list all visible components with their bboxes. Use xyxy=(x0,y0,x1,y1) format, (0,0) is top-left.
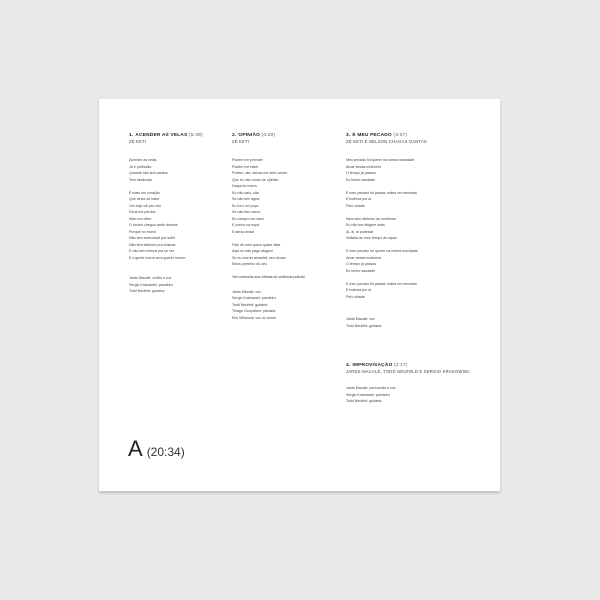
lyric-line: E deixa andar xyxy=(232,229,255,234)
track-name: IMPROVISAÇÃO xyxy=(352,363,393,368)
lyric-line: Se não tem água xyxy=(232,197,260,201)
lyric-line: Deus me perdoe xyxy=(129,210,156,214)
track-number: 3. xyxy=(346,133,351,138)
track-3 xyxy=(346,133,476,329)
track-duration: (4:20) xyxy=(261,133,276,138)
lyric-line: E boêmia por aí xyxy=(346,288,372,292)
lyric-line: O tempo já passou xyxy=(346,171,377,175)
lyric-stanza xyxy=(232,242,340,268)
lyric-line: Mas vou dizer xyxy=(129,216,152,221)
credit-line: Todd Neufeld: guitarra xyxy=(346,323,382,328)
lyric-line: Fale de mim quem quiser falar xyxy=(232,242,281,247)
lyric-line: O tempo já passou xyxy=(346,262,377,266)
track-duration: (4:07) xyxy=(393,133,408,138)
credit-line: Sergio Krakowski: pandeiro xyxy=(346,392,390,397)
credit-line: Sergio Krakowski: pandeiro xyxy=(232,296,276,300)
lyric-line: Se não tem carne xyxy=(232,210,261,214)
lyric-line: Podem me bater xyxy=(232,164,259,169)
credit-line: Thiago Gonçalves: pianista xyxy=(232,309,276,313)
lyric-line: Eu não saio, não xyxy=(232,190,259,195)
credit-line: Jards Macalé: percussão e voz xyxy=(346,386,396,390)
track-number: 1. xyxy=(129,133,134,138)
track-duration: (2:17) xyxy=(393,363,408,368)
side-label xyxy=(128,437,185,464)
lyric-line: Eu não me dirigem mais xyxy=(346,223,385,227)
lyric-line: Amar tantas mulheres xyxy=(346,255,382,260)
credit-line: Todd Neufeld: guitarra xyxy=(232,302,268,307)
lyric-line: Daqui do morro xyxy=(232,184,257,188)
credit-line: Sergio Krakowski: pandeiro xyxy=(129,282,173,287)
lyric-stanza xyxy=(232,157,340,235)
lyric-line: Acender as velas xyxy=(129,158,157,162)
track-2 xyxy=(232,133,340,321)
lyric-stanza xyxy=(346,281,476,301)
lyric-stanza xyxy=(129,190,237,262)
credit-line: Eric Milnsons: voz no fundo xyxy=(232,315,276,320)
track-note: *em memória aos vítimas do violência policial xyxy=(232,275,305,279)
credit-line: Todd Neufeld: guitarra xyxy=(129,289,165,293)
lyric-line: E não tem beleza pra se ver xyxy=(129,249,174,253)
lyric-line: Meu pecado foi querer na minha mocidade xyxy=(346,158,415,162)
lyric-line: Nem sem dinheiro as mulheres xyxy=(346,216,396,221)
track-lyrics xyxy=(129,157,237,261)
track-composer: JARDS MACALÉ, TODD NEUFELD E SERGIO KRAKOWSKI xyxy=(346,369,470,374)
lyric-stanza xyxy=(346,248,476,274)
track-credits xyxy=(232,289,340,322)
lyric-line: Aqui eu não pago aluguel xyxy=(232,249,273,253)
lyric-line: E meu pecado foi passar noites em serestas xyxy=(346,190,417,195)
track-column-3 xyxy=(346,133,476,405)
track-credits xyxy=(129,275,237,295)
track-lyrics xyxy=(232,157,340,268)
track-4 xyxy=(346,363,476,405)
track-1 xyxy=(129,133,237,295)
lyric-line: E a gente morre sem querer morrer xyxy=(129,255,186,260)
lyric-stanza xyxy=(346,216,476,242)
lyric-line: Se eu morrer amanhã, seu doutor xyxy=(232,255,286,260)
track-lyrics xyxy=(346,157,476,300)
lyric-line: Que eu não mudo de opinião xyxy=(232,177,279,182)
track-credits xyxy=(346,385,476,405)
track-column-2 xyxy=(232,133,340,321)
track-composer: ZÉ KETI E NELSON CHAGAS DANTAS xyxy=(346,139,427,144)
lyric-line: Voltaria ao meu tempo de rapaz xyxy=(346,236,397,240)
lyric-line: Pelo cidade xyxy=(346,203,365,208)
lyric-line: Podem, até, deixar-me sem comer xyxy=(232,171,288,175)
credit-line: Jards Macalé: voz xyxy=(346,317,375,321)
lyric-line: Podem me prender xyxy=(232,158,263,162)
lyric-stanza xyxy=(346,157,476,183)
lyric-line: Pelo cidade xyxy=(346,294,365,299)
credit-line: Todd Neufeld: guitarra xyxy=(346,399,382,403)
album-sleeve-page xyxy=(99,99,500,491)
lyric-line: Estou pertinho do céu xyxy=(232,262,267,266)
lyric-line: Que deixa de bater xyxy=(129,197,160,201)
track-column-1 xyxy=(129,133,237,295)
lyric-line: Porque no morro xyxy=(129,229,156,234)
lyric-line: Amar tantas mulheres xyxy=(346,164,382,169)
lyric-line: Eu tenho saudade xyxy=(346,268,376,273)
lyric-line: Quando não tem samba xyxy=(129,171,168,175)
lyric-stanza xyxy=(129,157,237,183)
track-name: É MEU PECADO xyxy=(352,133,392,138)
lyric-line: E ponho na sopa xyxy=(232,223,260,227)
track-composer: ZÉ KETI xyxy=(129,139,147,144)
track-composer: ZÉ KETI xyxy=(232,139,250,144)
track-number: 4. xyxy=(346,363,351,368)
lyric-line: Não tem telefone pra chamar xyxy=(129,242,176,247)
track-name: OPINIÃO xyxy=(238,133,261,138)
lyric-line: Eu compro um osso xyxy=(232,216,264,221)
credit-line: Jards Macalé: voz xyxy=(232,289,261,294)
side-letter: A xyxy=(128,436,143,461)
lyric-line: Tem desilusão xyxy=(129,177,152,182)
lyric-line: E meu pecado foi querer na minha mocidade xyxy=(346,249,418,253)
track-name: ACENDER AS VELAS xyxy=(135,133,188,138)
lyric-line: É mais um coração xyxy=(129,190,160,195)
side-total-time: (20:34) xyxy=(146,445,185,459)
lyric-stanza xyxy=(346,190,476,210)
track-duration: (5:48) xyxy=(189,133,203,138)
lyric-line: Ai, ai, ai pudesse xyxy=(346,229,374,234)
track-number: 2. xyxy=(232,133,237,138)
lyric-line: E meu pecado foi passar noites em serestas xyxy=(346,281,417,286)
credit-line: Jards Macalé: violão e voz xyxy=(129,276,172,280)
lyric-line: Eu tenho saudade xyxy=(346,177,376,182)
lyric-line: Um anjo vai pro céu xyxy=(129,203,161,208)
lyric-line: Não tem automóvel pra subir xyxy=(129,236,176,240)
lyric-line: E boêmia por aí xyxy=(346,197,372,201)
lyric-line: Eu furo um poço xyxy=(232,203,259,208)
lyric-line: O doutor chegou tarde demais xyxy=(129,223,178,227)
track-credits xyxy=(346,316,476,329)
lyric-line: Já é profissão xyxy=(129,164,152,169)
